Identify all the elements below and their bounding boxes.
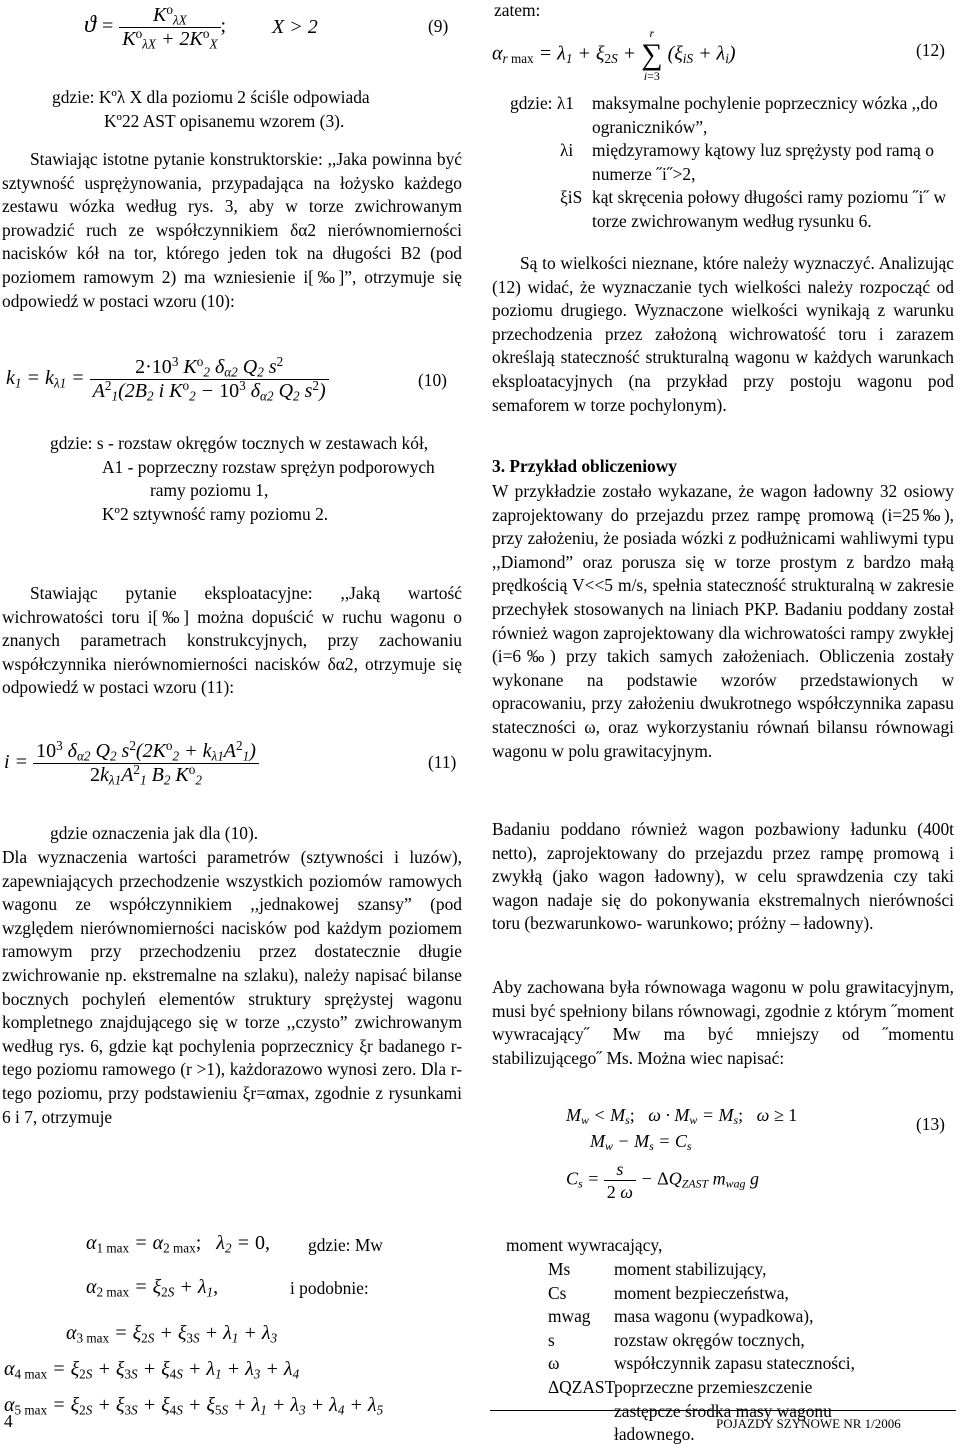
paragraph-exploit-question: Stawiając pytanie eksploatacyjne: ,,Jaką wartość wichrowatości toru i[‰] można dopuścić w ruchu wagonu o znanych parametrach konstrukcyjnych, przy zachowaniu współczynnika nierównomierności nacisków δα2, otrzymuje się odpowiedź w postaci wzoru (11):: [2, 583, 462, 698]
equation-alpha-5: $\alpha_{5 max} = \xi_{2S} + \xi_{3S} + \xi_{4S} + \xi_{5S} + \lambda_1 + \lambda_3 + \lambda_4 + \lambda_5$: [4, 1394, 384, 1418]
legend-10-text: sztywność ramy poziomu 2.: [133, 503, 329, 524]
paragraph-determination: Dla wyznaczenia wartości parametrów (sztywności i luzów), zapewniających przechodzenie wszystkich poziomów ramowych wagonu ze współczynnikiem ,,jednakowej szansy” (pod względem nierównomierności nacisków pod każdym poziomem ramowym przy przechodzeniu przez dostatecznie długie zwichrowanie np. ekstremalne na szlaku), należy napisać bilanse bocznych pochyleń elementów struktury sprężystej wagonu kompletnego znajdującego się w torze ,,czysto” zwichrowanym według rys. 6, gdzie kąt pochylenia poprzecznicy ξr badanego r-tego poziomu ramowego (r >1), każdorazowo wynosi zero. Dla r-tego poziomu, przy podstawieniu ξr=αmax, zgodnie z rysunkami 6 i 7, otrzymuje: [2, 847, 462, 1127]
equation-9: ϑ = $\frac{K^o_{\lambda X}}{K^o_{\lambda X} + 2K^o_X}$ ;: [84, 1, 227, 52]
left-column: [0, 0, 468, 1440]
legend-13-text: moment wywracający,: [506, 1235, 663, 1255]
legend-13-item: [548, 1305, 868, 1329]
legend-12-item: [510, 186, 952, 233]
equation-alpha-4: $\alpha_{4 max} = \xi_{2S} + \xi_{3S} + \xi_{4S} + \lambda_1 + \lambda_3 + \lambda_4$: [4, 1358, 300, 1382]
legend-13-item: [548, 1282, 868, 1306]
legend-10: [50, 432, 458, 526]
legend-13-item: [548, 1376, 868, 1447]
legend-13-symbol: mwag: [548, 1306, 591, 1327]
legend-10-text: - poprzeczny rozstaw sprężyn podporowych ramy poziomu 1,: [127, 456, 435, 501]
legend-12-item: [510, 92, 952, 139]
legend-12-symbol: λi: [560, 140, 574, 161]
equation-13: $M_w < M_s$; $\omega \cdot M_w = M_s$; ω ≥ 1 $M_w - M_s = C_s$ $C_s$ = $\frac{s}{2 \omega}$ − $\Delta Q_{ZAST}$ $m_{wag}$ g: [566, 1105, 798, 1202]
legend-13-symbol: ΔQZAST: [548, 1376, 616, 1397]
equation-13-number: (13): [916, 1114, 945, 1134]
legend-10-symbol: Kº2: [102, 503, 129, 524]
legend-12-text: maksymalne pochylenie poprzecznicy wózka ,,do ograniczników”,: [592, 93, 938, 137]
similarly-label: i podobnie:: [290, 1278, 369, 1298]
legend-13-text: rozstaw okręgów tocznych,: [614, 1329, 805, 1350]
equation-11-number: (11): [428, 752, 457, 772]
legend-13-symbol: Ms: [548, 1259, 571, 1279]
legend-12-text: kąt skręcenia połowy długości ramy poziomu ˝i˝ w torze zwichrowanym według rysunku 6.: [592, 187, 947, 231]
where-9-line-1: gdzie: Kºλ X dla poziomu 2 ściśle odpowiada: [52, 87, 370, 107]
legend-13: [308, 1234, 828, 1258]
equation-11: i = $\frac{10^3 \delta_{\alpha 2} Q_2 s^2(2K^o_2 + k_{\lambda 1}A^2_1)}{2k_{\lambda 1}A^2_1 B_2 K^o_2}$: [4, 740, 259, 787]
legend-13-symbol: s: [548, 1329, 555, 1350]
legend-13-symbol: ω: [548, 1353, 560, 1374]
equation-alpha-1-2: $\alpha_{1 max} = \alpha_{2 max}$; $\lambda_2 = 0$,: [86, 1232, 271, 1256]
footer-rule: [490, 1410, 956, 1411]
legend-10-text: - rozstaw okręgów tocznych w zestawach kół,: [107, 433, 429, 453]
paragraph-example-2: Badaniu poddano również wagon pozbawiony ładunku (400t netto), zaprojektowany do przejazdu przez rampę promową i zwykłą (jako wagon ładowny), w celu sprawdzenia czy taki wagon nadaje się do pokonywania ekstremalnych nierówności toru (bezwarunkowo- warunkowo; próżny – ładowny).: [492, 819, 954, 934]
legend-13-text: moment stabilizujący,: [614, 1259, 767, 1279]
equation-9-number: (9): [428, 16, 449, 36]
paragraph-unknowns: Są to wielkości nieznane, które należy wyznaczyć. Analizując (12) widać, że wyznaczanie tych wielkości należy rozpocząć od poziomu drugiego. Wyznaczone wielkości wynikają z warunku przechodzenia przez założoną wichrowatość toru i zarazem określają stateczność strukturalną wagonu w każdych warunkach eksploatacyjnych (na przykład przy postoju wagonu pod semaforem w torze pochylonym).: [492, 253, 954, 415]
paragraph-example-1: W przykładzie zostało wykazane, że wagon ładowny 32 osiowy zaprojektowany do przejazdu przez rampę promową (i=25‰), przy założeniu, że posiada wózki z podłużnicami wahliwymi typu ,,Diamond” oraz porusza się w torze prostym z bardzo małą prędkością V<<5 m/s, spełnia stateczność strukturalną w zakresie przechyłek stosowanych na liniach PKP. Badaniu poddany został również wagon zaprojektowany dla wichrowatości rampy zwykłej (i=6‰) przy takich samych założeniach. Obliczenia zostały wykonane na podstawie wzorów przedstawionych w opracowaniu, przy założeniu dwukrotnego współczynnika zapasu stateczności ω, oraz wykorzystaniu równań bilansu równowagi wagonu w polu grawitacyjnym.: [492, 481, 954, 761]
legend-10-item: [50, 432, 458, 456]
where-11: gdzie oznaczenia jak dla (10).: [50, 823, 259, 843]
equation-12-number: (12): [916, 40, 945, 60]
legend-12-text: międzyramowy kątowy luz sprężysty pod ramą o numerze ˝i˝>2,: [592, 140, 934, 184]
legend-10-symbol: gdzie: s: [50, 433, 104, 453]
equation-10: $k_1 = k_{\lambda 1}$ = $\frac{2\cdot 10^3 K^o_2 \delta_{\alpha 2} Q_2 s^2}{A^2_1(2B_2 i K^o_2 - 10^3 \delta_{\alpha 2} Q_2 s^2)}$: [6, 356, 329, 403]
equation-9-condition: X > 2: [272, 16, 318, 38]
legend-12-symbol: gdzie: λ1: [510, 93, 574, 113]
paragraph-balance: Aby zachowana była równowaga wagonu w polu grawitacyjnym, musi być spełniony bilans równowagi, zgodnie z którym ˝moment wywracający˝ Mw ma być mniejszy od ˝momentu stabilizującego˝ Ms. Można wiec napisać:: [492, 977, 954, 1068]
legend-13-item: [548, 1352, 868, 1376]
legend-10-item: [50, 503, 458, 527]
legend-13-symbol: Cs: [548, 1282, 567, 1303]
legend-12: [510, 92, 952, 234]
hence-label: zatem:: [494, 0, 541, 20]
legend-10-symbol: A1: [102, 456, 124, 477]
equation-12: $\alpha_{r max} = \lambda_1 + \xi_{2S}$ + r ∑ i=3 $(\xi_{iS} + \lambda_i)$: [492, 26, 736, 83]
section-title: 3. Przykład obliczeniowy: [492, 456, 678, 476]
equation-10-number: (10): [418, 370, 447, 390]
legend-12-symbol: ξiS: [560, 187, 583, 208]
where-9-line-2: Kº22 AST opisanemu wzorem (3).: [104, 111, 345, 131]
equation-alpha-3: $\alpha_{3 max} = \xi_{2S} + \xi_{3S} + \lambda_1 + \lambda_3$: [66, 1322, 278, 1346]
paragraph-construct-question: Stawiając istotne pytanie konstruktorskie: ,,Jaka powinna być sztywność usprężynowania, przypadająca na łożysko każdego zestawu wózka według rys. 3, aby w torze zwichrowanym prowadzić ruch ze współczynnikiem δα2 nierównomierności nacisków kół na tor, którego jeden tok na długości B2 (pod poziomem ramowym 2) ma wzniesienie i[‰]”, otrzymuje się odpowiedź w postaci wzoru (10):: [2, 149, 462, 311]
legend-13-text: współczynnik zapasu stateczności,: [614, 1353, 855, 1374]
legend-12-item: [510, 139, 952, 186]
legend-13-item: [308, 1234, 828, 1258]
legend-13-item: [548, 1329, 868, 1353]
legend-13-text: moment bezpieczeństwa,: [614, 1282, 789, 1303]
legend-13-text: masa wagonu (wypadkowa),: [614, 1306, 814, 1327]
page-number: 4: [4, 1411, 13, 1431]
journal-footer: POJAZDY SZYNOWE NR 1/2006: [716, 1416, 901, 1431]
equation-alpha-2: $\alpha_{2 max} = \xi_{2S} + \lambda_1$,: [86, 1276, 219, 1300]
legend-10-item: [50, 456, 458, 503]
right-column: [490, 0, 956, 1440]
legend-13-item: [548, 1258, 868, 1282]
legend-13-symbol: gdzie: Mw: [308, 1235, 383, 1255]
legend-13-text: poprzeczne przemieszczenie zastępcze środka masy wagonu ładownego.: [614, 1376, 832, 1445]
